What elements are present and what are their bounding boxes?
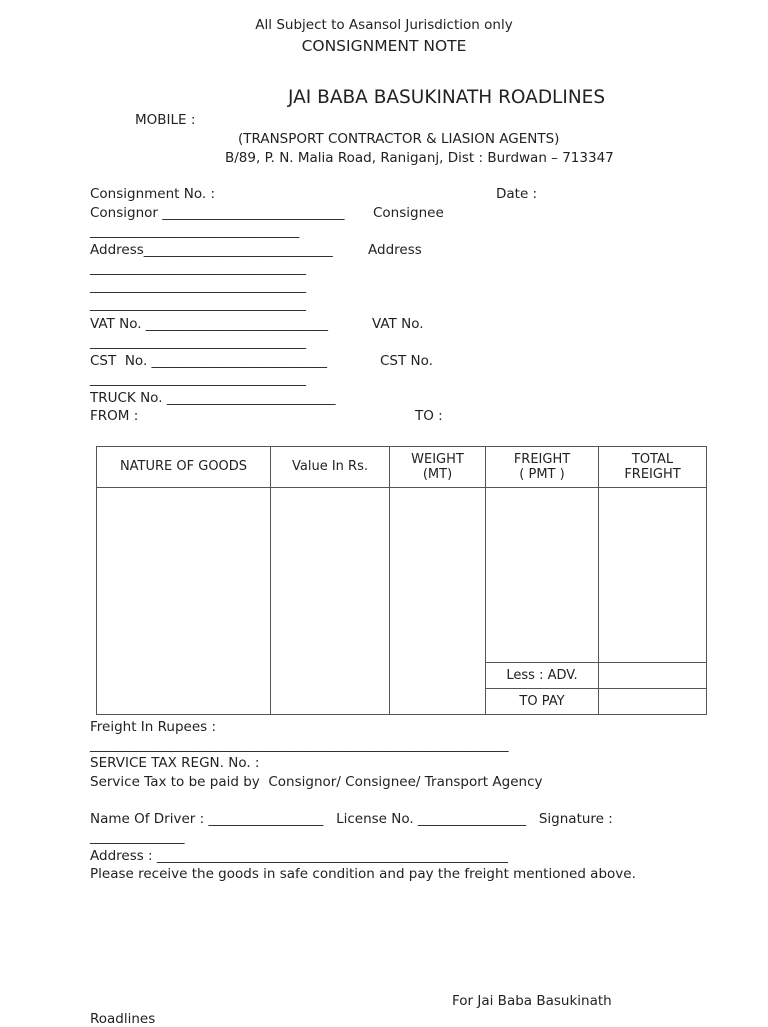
company-address: B/89, P. N. Malia Road, Raniganj, Dist : Burdwan – 713347 bbox=[225, 150, 614, 166]
vat-left-field: VAT No. ___________________________ bbox=[90, 316, 329, 332]
header-nature-of-goods: NATURE OF GOODS bbox=[97, 447, 271, 488]
service-tax-regn-label: SERVICE TAX REGN. No. : bbox=[90, 755, 260, 771]
address-line: ________________________________ bbox=[90, 278, 306, 294]
for-company-signoff: For Jai Baba Basukinath bbox=[452, 993, 612, 1009]
company-tagline: (TRANSPORT CONTRACTOR & LIASION AGENTS) bbox=[238, 131, 560, 147]
cst-right-label: CST No. bbox=[380, 353, 433, 369]
address-right-label: Address bbox=[368, 242, 422, 258]
signoff-roadlines: Roadlines bbox=[90, 1011, 156, 1027]
signature-line: ______________ bbox=[90, 829, 185, 845]
goods-table bbox=[96, 446, 707, 715]
from-label: FROM : bbox=[90, 408, 139, 424]
service-tax-paid-by: Service Tax to be paid by Consignor/ Consignee/ Transport Agency bbox=[90, 774, 543, 790]
company-name: JAI BABA BASUKINATH ROADLINES bbox=[288, 87, 606, 108]
to-label: TO : bbox=[415, 408, 443, 424]
header-total-freight: TOTAL FREIGHT bbox=[599, 447, 707, 488]
driver-license-signature: Name Of Driver : _________________ License No. ________________ Signature : bbox=[90, 811, 613, 827]
date-label: Date : bbox=[496, 186, 538, 202]
freight-line: ______________________________________________________________ bbox=[90, 737, 509, 753]
cst-left-field: CST No. __________________________ bbox=[90, 353, 328, 369]
truck-no-field: TRUCK No. _________________________ bbox=[90, 390, 336, 406]
cell-nature-of-goods bbox=[97, 488, 271, 715]
less-adv-value bbox=[599, 663, 707, 689]
less-adv-label: Less : ADV. bbox=[486, 663, 599, 689]
delivery-note: Please receive the goods in safe condition and pay the freight mentioned above. bbox=[90, 866, 636, 882]
cell-freight bbox=[486, 488, 599, 663]
header-weight: WEIGHT (MT) bbox=[390, 447, 486, 488]
consignee-label: Consignee bbox=[373, 205, 444, 221]
cell-weight bbox=[390, 488, 486, 715]
cell-value bbox=[271, 488, 390, 715]
to-pay-label: TO PAY bbox=[486, 689, 599, 715]
header-value: Value In Rs. bbox=[271, 447, 390, 488]
cell-total-freight bbox=[599, 488, 707, 663]
vat-right-label: VAT No. bbox=[372, 316, 424, 332]
header-freight: FREIGHT ( PMT ) bbox=[486, 447, 599, 488]
consignor-field: Consignor ___________________________ bbox=[90, 205, 345, 221]
document-title: CONSIGNMENT NOTE bbox=[301, 37, 467, 55]
cst-line: ________________________________ bbox=[90, 371, 306, 387]
address-line: ________________________________ bbox=[90, 260, 306, 276]
consignee-line: _______________________________ bbox=[90, 223, 300, 239]
consignment-no-label: Consignment No. : bbox=[90, 186, 216, 202]
jurisdiction-note: All Subject to Asansol Jurisdiction only bbox=[255, 17, 513, 33]
vat-line: ________________________________ bbox=[90, 334, 306, 350]
mobile-label: MOBILE : bbox=[135, 112, 196, 128]
address-line: ________________________________ bbox=[90, 296, 306, 312]
driver-address-field: Address : ____________________________________________________ bbox=[90, 848, 508, 864]
to-pay-value bbox=[599, 689, 707, 715]
freight-in-rupees-label: Freight In Rupees : bbox=[90, 719, 217, 735]
address-left-field: Address____________________________ bbox=[90, 242, 333, 258]
